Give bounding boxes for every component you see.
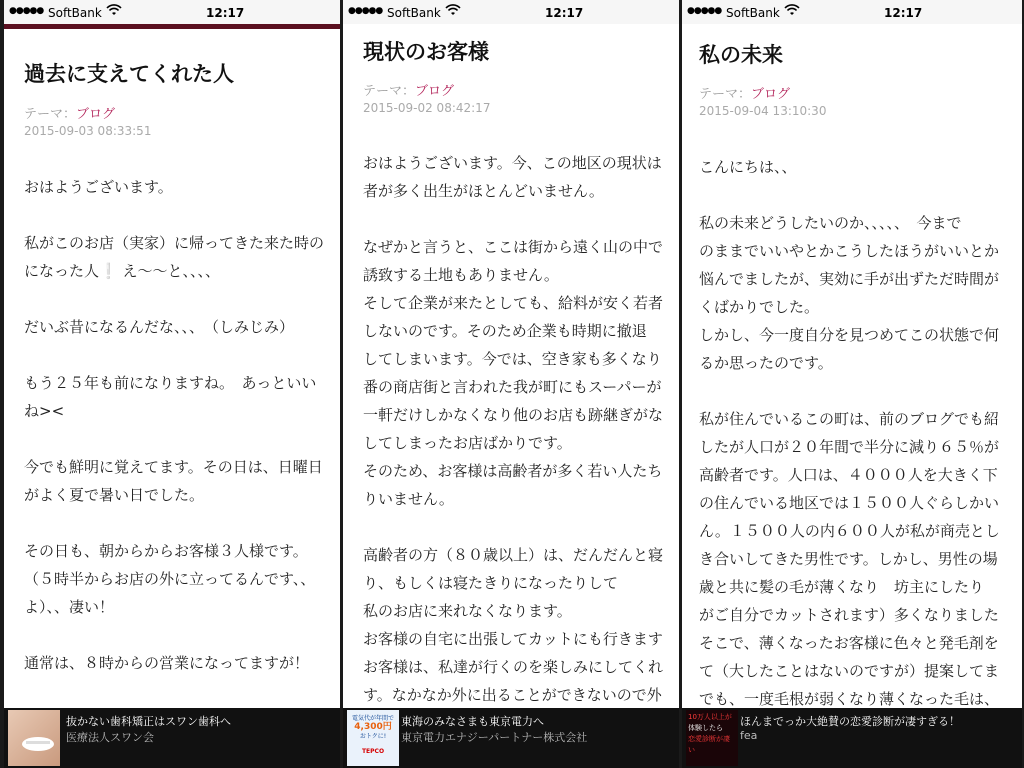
screenshot-panel-1 [4, 0, 340, 768]
article-title: 私の未来 [699, 43, 783, 67]
ad-title: 抜かない歯科矯正はスワン歯科へ [66, 715, 231, 728]
body-line: なぜかと言うと、ここは街から遠く山の中で [363, 238, 664, 256]
theme-row [24, 103, 115, 122]
signal-icon: ●●●●● [348, 6, 383, 16]
body-line: り、もしくは寝たきりになったりして [363, 574, 619, 592]
tepco-logo: TEPCO [361, 748, 385, 755]
screenshot-panel-3 [682, 0, 1022, 768]
body-line: 番の商店街と言われた我が町にもスーパーが [363, 378, 662, 396]
ad-banner[interactable] [343, 708, 679, 768]
ad-image-line: 電気代が年間で [351, 715, 394, 722]
body-line: の住んでいる地区では１５００人ぐらしかい [699, 494, 1000, 512]
body-line: 通常は、８時からの営業になってますが！ [24, 654, 310, 672]
header-accent-bar [4, 24, 340, 29]
body-line: こんにちは、、 [699, 158, 797, 176]
ad-image-line: おトクに! [359, 733, 387, 740]
status-bar [682, 0, 1022, 24]
body-line: 悩んでましたが、実効に手が出ずただ時間が [699, 270, 1000, 288]
carrier-label: SoftBank [726, 6, 780, 20]
body-line: き合いしてきた男性です。しかし、男性の場 [699, 550, 998, 568]
body-line: おはようございます。今、この地区の現状は [363, 154, 662, 172]
body-line: りいません。 [363, 490, 454, 508]
theme-label: テーマ： [363, 84, 416, 99]
body-line: ん。１５００人の内６００人が私が商売とし [699, 522, 1000, 540]
ad-image [347, 710, 399, 766]
theme-link[interactable]: ブログ [76, 107, 116, 122]
ad-image-line: 10万人以上が [688, 713, 732, 721]
body-line: もう２５年も前になりますね。 あっといい [24, 374, 317, 392]
post-date: 2015-09-04 13:10:30 [699, 104, 827, 118]
article-title: 過去に支えてくれた人 [24, 62, 234, 86]
body-line: 私が住んでいるこの町は、前のブログでも紹 [699, 410, 1000, 428]
body-line: そのため、お客様は高齢者が多く若い人たち [363, 462, 663, 480]
body-line: て（大したことはないのですが）提案してま [699, 662, 1000, 680]
screenshot-panel-2 [343, 0, 679, 768]
body-line: 今でも鮮明に覚えてます。その日は、日曜日 [24, 458, 323, 476]
body-line: したが人口が２０年間で半分に減り６５％が [699, 438, 1000, 456]
body-line: してしまったお店ばかりです。 [363, 434, 572, 452]
body-line: 者が多く出生がほとんどいません。 [363, 182, 604, 200]
ad-banner[interactable] [682, 708, 1022, 768]
body-line: お客様は、私達が行くのを楽しみにしてくれ [363, 658, 664, 676]
body-line: （５時半からお店の外に立ってるんです、、 [24, 570, 316, 588]
body-line: おはようございます。 [24, 178, 173, 196]
status-bar [4, 0, 340, 24]
body-line: ね>< [24, 402, 65, 420]
clock: 12:17 [884, 6, 923, 20]
clock: 12:17 [545, 6, 584, 20]
ad-banner[interactable] [4, 708, 340, 768]
theme-link[interactable]: ブログ [751, 87, 791, 102]
body-line: でも、一度毛根が弱くなり薄くなった毛は、 [699, 690, 1000, 708]
body-line: がご自分でカットされます）多くなりました [699, 606, 999, 624]
signal-icon: ●●●●● [9, 6, 44, 16]
ad-image [686, 710, 738, 766]
wifi-icon [445, 3, 461, 21]
ad-title: ほんまでっか大絶賛の恋愛診断が凄すぎる！ [740, 715, 960, 728]
theme-link[interactable]: ブログ [415, 84, 455, 99]
theme-label: テーマ： [699, 87, 752, 102]
body-line: 高齢者の方（８０歳以上）は、だんだんと寝 [363, 546, 664, 564]
body-line: その日も、朝からからお客様３人様です。 [24, 542, 308, 560]
theme-label: テーマ： [24, 107, 77, 122]
body-line: だいぶ昔になるんだな、、、 （しみじみ） [24, 318, 295, 336]
post-date: 2015-09-02 08:42:17 [363, 101, 491, 115]
body-line: くばかりでした。 [699, 298, 820, 316]
ad-image-line: 体験したら [688, 724, 723, 732]
article-title: 現状のお客様 [363, 40, 489, 64]
ad-advertiser: 医療法人スワン会 [66, 731, 154, 744]
ad-advertiser: fea [740, 729, 758, 742]
body-line: しないのです。そのため企業も時期に撤退 [363, 322, 647, 340]
wifi-icon [106, 3, 122, 21]
carrier-label: SoftBank [387, 6, 441, 20]
body-line: がよく夏で暑い日でした。 [24, 486, 205, 504]
body-line: 歳と共に髪の毛が薄くなり 坊主にしたり [699, 578, 985, 596]
body-line: 私がこのお店（実家）に帰ってきた来た時の [24, 234, 325, 252]
body-line: そして企業が来たとしても、給料が安く若者 [363, 294, 664, 312]
body-line: るか思ったのです。 [699, 354, 833, 372]
theme-row [699, 83, 790, 102]
body-line: お客様の自宅に出張してカットにも行きます [363, 630, 663, 648]
ad-image-line: 恋愛診断が凄い [688, 735, 730, 754]
body-line: 私のお店に来れなくなります。 [363, 602, 572, 620]
body-line: よ）、、凄い！ [24, 598, 115, 616]
post-date: 2015-09-03 08:33:51 [24, 124, 152, 138]
body-line: しかし、今一度自分を見つめてこの状態で何 [699, 326, 1000, 344]
body-line: のままでいいやとかこうしたほうがいいとか [699, 242, 1000, 260]
ad-image [8, 710, 60, 766]
body-line: になった人❕ え〜〜と、、、、 [24, 262, 220, 280]
body-line: 高齢者です。人口は、４０００人を大きく下 [699, 466, 998, 484]
body-line: そこで、薄くなったお客様に色々と発毛剤を [699, 634, 999, 652]
body-line: 一軒だけしかなくなり他のお店も跡継ぎがな [363, 406, 664, 424]
clock: 12:17 [206, 6, 245, 20]
ad-title: 東海のみなさまも東京電力へ [401, 715, 544, 728]
wifi-icon [784, 3, 800, 21]
theme-row [363, 80, 454, 99]
status-bar [343, 0, 679, 24]
body-line: す。なかなか外に出ることができないので外 [363, 686, 662, 704]
signal-icon: ●●●●● [687, 6, 722, 16]
body-line: 私の未来どうしたいのか、、、、、 今まで [699, 214, 962, 232]
ad-advertiser: 東京電力エナジーパートナー株式会社 [401, 731, 588, 744]
ad-image-price: 4,300円 [354, 722, 392, 732]
carrier-label: SoftBank [48, 6, 102, 20]
body-line: 誘致する土地もありません。 [363, 266, 559, 284]
body-line: してしまいます。今では、空き家も多くなり [363, 350, 662, 368]
